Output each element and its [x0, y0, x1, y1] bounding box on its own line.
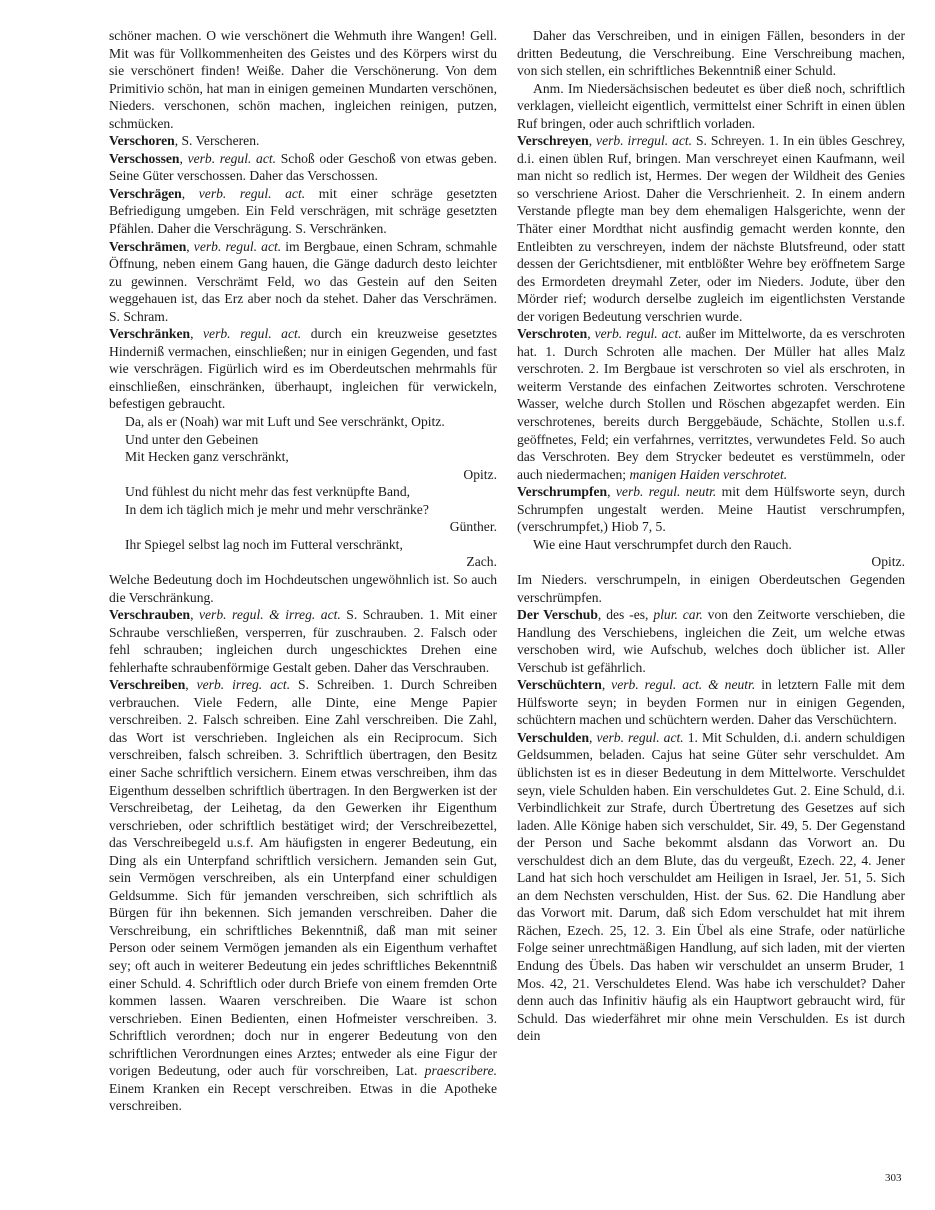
entry-verschroten: Verschroten, verb. regul. act. außer im Mittelworte, da es verschroten hat. 1. Durch Schroten alle machen. Der Müller hat alles Malz verschroten. 2. Im Bergbaue ist verschroten so viel als erschroten, in weiterm Verstande des einfachen Zeitwortes schroten. Verschrotene Wasser, welche durch Stollen und Röschen abgezapfet werden. Ein verschrotenes, bereits durch Berggebäude, Schächte, Stollen u.s.f. geöffnetes, Feld; ein verfahrnes, verritztes, verwundetes Feld. So auch das Verschroten. Bey dem Strycker bedeutet es verstümmeln, oder auch niedermachen; manigen Haiden verschrotet. [517, 326, 906, 482]
entry-verschuechtern: Verschüchtern, verb. regul. act. & neutr. in letztern Falle mit dem Hülfsworte seyn; in beyden Formen nur in einigen Gegenden, schüchtern machen und schüchtern werden. Daher das Verschüchtern. [517, 677, 905, 728]
grammar-label: verb. regul. act. [203, 326, 302, 342]
entry-verschraegen: Verschrägen, verb. regul. act. mit einer schräge gesetzten Befriedigung umgeben. Ein Feld verschrägen, mit schräge gesetzten Pfählen. Daher die Verschrägung. S. Verschränken. [109, 185, 497, 237]
grammar-label: verb. regul. & irreg. act. [198, 607, 341, 623]
entry-verschreiben-continuation: Daher das Verschreiben, und in einigen Fällen, besonders in der dritten Bedeutung, die Verschreibung. Eine Verschreibung machen, von sich stellen, ein schriftliches Bekenntniß einer Schuld. [517, 28, 905, 79]
headword: Verschreiben [109, 677, 186, 693]
page-number: 303 [885, 1172, 902, 1184]
grammar-label: plur. car. [653, 607, 703, 623]
entry-text: 1. Mit Schulden, d.i. andern schuldigen Geldsummen, beladen. Cajus hat seine Güter sehr verschuldet. Am üblichsten ist es in dieser Bedeutung in dem Mittelworte. Verschuldet seyn, viele Schulden haben. Ein verschuldetes Gut. 2. Eine Schuld, d.i. Verbindlichkeit zur Strafe, durch Übertretung des Gesetzes auf sich laden. Alle Könige haben sich verschuldet, Sir. 49, 5. Der Gegenstand der Person und Sache bekommt alsdann das Vorwort an. Du verschuldest dich an dem Blute, das du vergeußt, Ezech. 22, 4. Jener Land hat sich hoch verschuldet am Heiligen in Israel, Jer. 51, 5. Sich an dem Nechsten verschulden, Hist. der Sus. 62. Die Handlung aber das Vorwort mit. Darum, daß sich Edom verschuldet hat mit ihrem Rächen, Ezech. 25, 12. 3. Ein Übel als eine Strafe, oder natürliche Folge seiner unrechtmäßigen Handlung, auf sich laden, mit der vierten Endung des Übels. Das haben wir verschuldet an unserm Bruder, 1 Mos. 42, 21. Verschuldetes Elend. Was habe ich verschuldet? Daher denn auch das Infinitiv häufig als ein Hauptwort gebraucht wird, für Schuld. Das wiederfähret mir ohne mein Verschulden. Es ist durch dein [517, 729, 905, 1044]
entry-text: im Bergbaue, einen Schram, schmahle Öffnung, neben einem Gang hauen, die Gänge dadurch desto leichter zu gewinnen. Verschrämt Feld, wo das Gestein auf den Seiten weggehauen ist, das Erz aber noch da stehet. Daher das Verschrämen. S. Schram. [109, 238, 498, 324]
right-column [517, 27, 905, 1045]
verse-line: Und unter den Gebeinen [125, 431, 259, 447]
entry-verschoenern-continuation: schöner machen. O wie verschönert die Wehmuth ihre Wangen! Gell. Mit was für Vollkommenheiten des Geistes und des Körpers wirst du sie verschönert finden! Weiße. Daher die Verschönerung. Von dem Primitivio schön, hat man in einigen gemeinen Mundarten verschönen, Nieders. verschonen, schön machen, ingleichen reinigen, putzen, schmücken. [109, 28, 497, 131]
headword: Der Verschub [517, 607, 598, 623]
entry-text: Schoß oder Geschoß von etwas geben. Seine Güter verschossen. Daher das Verschossen. [109, 150, 498, 184]
verse-line: Wie eine Haut verschrumpfet durch den Rauch. [533, 536, 792, 552]
entry-verschreiben: Verschreiben, verb. irreg. act. S. Schreiben. 1. Durch Schreiben verbrauchen. Viele Federn, alle Dinte, eine Menge Papier verschreiben. 2. Falsch schreiben. Eine Zahl verschreiben. Die Zahl, das Wort ist verschrieben. Ingleichen als ein Reciprocum. Sich verschreiben, falsch schreiben. 3. Schriftlich übertragen, den Besitz einer Sache schriftlich versichern. Einem etwas verschreiben, ihm das Eigenthum desselben schriftlich übertragen. In den Bergwerken ist der Verschreibetag, der Leihetag, da den Gewerken ihr Eigenthum verschrieben, oder schriftlich bestätiget wird; der Verschreibezettel, das Verschreibegeld u.s.f. Am häufigsten in engerer Bedeutung, ein Ding als ein Unterpfand schriftlich versichern. Jemanden sein Gut, sein Vermögen verschreiben, als ein Unterpfand einer schuldigen Geldsumme. Sich für jemanden verschreiben, sich schriftlich als Bürgen für ihn bekennen. Sich jemanden verschreiben. Daher die Verschreibung, ein schriftliches Bekenntniß, daß man mit seiner Person oder seinem Vermögen jemanden als ein Eigenthum verhaftet sey; oft auch in weiterer Bedeutung ein jedes schriftliches Bekenntniß einer Schuld. 4. Schriftlich oder durch Briefe von einem fremden Orte kommen lassen. Waaren verschreiben. Die Waare ist schon verschrieben. Einen Bedienten, einen Hofmeister verschreiben. 3. Schriftlich verordnen; doch nur in engerer Bedeutung von den schriftlichen Verordnungen eines Arztes; entweder als eine Figur der vorigen Bedeutung, oder auch für vorschreiben, Lat. praescribere. Einem Kranken ein Recept verschreiben. Etwas in die Apotheke verschreiben. [109, 677, 497, 1114]
verse-author: Opitz. [463, 466, 497, 482]
entry-verschraenken-note: Welche Bedeutung doch im Hochdeutschen ungewöhnlich ist. So auch die Verschränkung. [109, 571, 497, 605]
headword: Verschüchtern [517, 677, 602, 693]
verse-line: Mit Hecken ganz verschränkt, [125, 449, 289, 465]
entry-verschreyen: Verschreyen, verb. irregul. act. S. Schreyen. 1. In ein übles Geschrey, d.i. einen üblen Ruf, bringen. Man verschreyet einen Kaufmann, weil man nicht so redlich ist, Hermes. Der wegen der Wildheit des Genies so verschriene Ariost. Daher die Verschrienheit. 2. In einem andern Verstande pflegte man bey dem ehemaligen Halsgerichte, wenn der Thäter einer Mordthat nicht ausfindig gemacht werden konnte, den Entleibten zu verschreyen, indem der nächste Blutsfreund, oder statt dessen der Gerichtsdiener, mit entblößter Wehre bey eröffnetem Sarge des Ermordeten dreymahl Zeter, oder im Nieders. Jodute, über den Mörder rief; wodurch derselbe zugleich im eigentlichsten Verstande der vorigen Bedeutung verschrien wurde. [517, 133, 906, 324]
verse-line: Da, als er (Noah) war mit Luft und See verschränkt, Opitz. [125, 414, 445, 430]
verse-line: In dem ich täglich mich je mehr und mehr verschränke? [125, 501, 429, 517]
entry-text: mit dem Hülfsworte seyn, durch Schrumpfen ungestalt werden. Meine Hautist verschrumpfen, (verschrumpfet,) Hiob 7, 5. [517, 484, 905, 535]
grammar-label: verb. regul. act. [187, 150, 277, 166]
headword: Verschrämen [109, 238, 187, 254]
headword: Verschreyen [517, 133, 589, 149]
entry-text: von den Zeitworte verschieben, die Handlung des Verschiebens, ingleichen die Zeit, um welche etwas verschoben wird, wie Aufschub, welches doch üblicher ist. Aller Verschub ist gefährlich. [517, 607, 905, 675]
verse-author: Zach. [466, 554, 497, 570]
quote-text: manigen Haiden verschrotet. [629, 466, 788, 482]
entry-text: S. Schrauben. 1. Mit einer Schraube verschließen, versperren, für zuschrauben. 2. Falsch oder fehl schrauben; ingleichen durch ungeschicktes Drehen eine fehlerhafte schraubenförmige Gestalt geben. Daher das Verschrauben. [109, 607, 498, 675]
left-column [109, 27, 497, 1115]
headword: Verschränken [109, 326, 191, 342]
entry-verschreiben-note: Anm. Im Niedersächsischen bedeutet es über dieß noch, schriftlich verklagen, vielleicht eigentlich, vermittelst einer Schrift in einen üblen Ruf bringen, oder auch schriftlich vorladen. [517, 80, 905, 131]
grammar-label: verb. regul. neutr. [615, 484, 717, 500]
latin-term: praescribere. [424, 1063, 497, 1079]
entry-text: in letztern Falle mit dem Hülfsworte seyn; in beyden Formen nur in einigen Gegenden, schüchtern machen und schüchtern werden. Daher das Verschüchtern. [517, 677, 905, 728]
headword: Verschroten [517, 326, 588, 342]
entry-verschraenken: Verschränken, verb. regul. act. durch ein kreuzweise gesetztes Hinderniß vermachen, einschließen; nur in einigen Gegenden, und fast wie verschrägen. Figürlich wird es im Oberdeutschen mehrmahls für einschließen, einschränken, überhaupt, ingleichen für verwickeln, befestigen gebraucht. [109, 326, 498, 412]
grammar-label: verb. irreg. act. [196, 677, 291, 693]
entry-text: S. Schreyen. 1. In ein übles Geschrey, d.i. einen üblen Ruf, bringen. Man verschreyet einen Kaufmann, weil man nicht so redlich ist, Hermes. Der wegen der Wildheit des Genies so verschriene Ariost. Daher die Verschrienheit. 2. In einem andern Verstande pflegte man bey dem ehemaligen Halsgerichte, wenn der Thäter einer Mordthat nicht ausfindig gemacht werden konnte, den Entleibten zu verschreyen, indem der nächste Blutsfreund, oder statt dessen der Gerichtsdiener, mit entblößter Wehre bey eröffnetem Sarge des Ermordeten dreymahl Zeter, oder im Nieders. Jodute, über den Mörder rief; wodurch derselbe zugleich im eigentlichsten Verstande der vorigen Bedeutung verschrien wurde. [517, 133, 906, 324]
entry-text: mit einer schräge gesetzten Befriedigung umgeben. Ein Feld verschrägen, mit schräge gesetzten Pfählen. Daher die Verschrägung. S. Verschränken. [109, 185, 497, 237]
entry-verschraemen: Verschrämen, verb. regul. act. im Bergbaue, einen Schram, schmahle Öffnung, neben einem Gang hauen, die Gänge dadurch desto leichter zu gewinnen. Verschrämt Feld, wo das Gestein auf den Seiten weggehauen ist, das Erz aber noch da stehet. Daher das Verschrämen. S. Schram. [109, 238, 498, 324]
entry-text: außer im Mittelworte, da es verschroten hat. 1. Durch Schroten alle machen. Der Müller hat alles Malz verschroten. 2. Im Bergbaue ist verschroten so viel als erschroten, in weiterm Verstande des einfachen Zeitwortes schroten. Verschrotene Wasser, welche durch Stollen und Röschen abgezapfet werden. Ein verschrotenes, bereits durch Berggebäude, Schächte, Stollen u.s.f. geöffnetes, Feld; ein verfahrnes, verritztes, verwundetes Feld. So auch das Verschroten. Bey dem Strycker bedeutet es verstümmeln, oder auch niedermachen; [517, 326, 906, 482]
verse-line: Ihr Spiegel selbst lag noch im Futteral verschränkt, [125, 536, 403, 552]
verse-line: Und fühlest du nicht mehr das fest verknüpfte Band, [125, 484, 411, 500]
entry-verschub [517, 606, 905, 676]
headword: Verschossen [109, 150, 180, 166]
grammar-label: verb. regul. act. [596, 729, 684, 745]
entry-prefix: , des -es, [597, 607, 654, 623]
grammar-label: verb. regul. act. [198, 185, 306, 201]
entry-verschrumpfen-note: Im Nieders. verschrumpeln, in einigen Oberdeutschen Gegenden verschrümpfen. [517, 571, 905, 605]
verse-author: Opitz. [871, 554, 905, 570]
entry-text: durch ein kreuzweise gesetztes Hinderniß vermachen, einschließen; nur in einigen Gegenden, und fast wie verschrägen. Figürlich wird es im Oberdeutschen mehrmahls für einschließen, einschränken, überhaupt, ingleichen für verwickeln, befestigen gebraucht. [109, 326, 498, 412]
entry-verschossen: Verschossen, verb. regul. act. Schoß oder Geschoß von etwas geben. Seine Güter verschossen. Daher das Verschossen. [109, 150, 498, 184]
entry-verschrauben: Verschrauben, verb. regul. & irreg. act. S. Schrauben. 1. Mit einer Schraube verschließen, versperren, für zuschrauben. 2. Falsch oder fehl schrauben; ingleichen durch ungeschicktes Drehen eine fehlerhafte schraubenförmige Gestalt geben. Daher das Verschrauben. [109, 607, 498, 675]
headword: Verschrumpfen [517, 484, 608, 500]
grammar-label: verb. regul. act. [594, 326, 682, 342]
headword: Verschulden [517, 729, 590, 745]
entry-verschulden: Verschulden, verb. regul. act. 1. Mit Schulden, d.i. andern schuldigen Geldsummen, beladen. Cajus hat seine Güter sehr verschuldet. Am üblichsten ist es in dieser Bedeutung in dem Mittelworte. Verschuldet seyn, viele Schulden haben. Ein verschuldetes Gut. 2. Eine Schuld, d.i. Verbindlichkeit zur Strafe, durch Übertretung des Gesetzes auf sich laden. Alle Könige haben sich verschuldet, Sir. 49, 5. Der Gegenstand der Person und Sache bekommt alsdann das Vorwort an. Du verschuldest dich an dem Blute, das du vergeußt, Ezech. 22, 4. Jener Land hat sich hoch verschuldet am Heiligen in Israel, Jer. 51, 5. Sich an dem Nechsten verschulden, Hist. der Sus. 62. Die Handlung aber das Vorwort mit. Darum, daß sich Edom verschuldet hat mit ihrem Rächen, Ezech. 25, 12. 3. Ein Übel als eine Strafe, oder natürliche Folge seiner unrechtmäßigen Handlung, auf sich laden, mit der vierten Endung des Übels. Das haben wir verschuldet an unserm Bruder, 1 Mos. 42, 21. Verschuldetes Elend. Was habe ich verschuldet? Daher denn auch das Infinitiv häufig als ein Hauptwort gebraucht wird, für Schuld. Das wiederfähret mir ohne mein Verschulden. Es ist durch dein [517, 729, 905, 1044]
headword: Verschoren [109, 133, 175, 149]
entry-verschrumpfen: Verschrumpfen, verb. regul. neutr. mit dem Hülfsworte seyn, durch Schrumpfen ungestalt werden. Meine Hautist verschrumpfen, (verschrumpfet,) Hiob 7, 5. [517, 484, 905, 535]
grammar-label: verb. regul. act. & neutr. [611, 677, 756, 693]
headword: Verschrauben [109, 607, 191, 623]
entry-text-tail: Einem Kranken ein Recept verschreiben. Etwas in die Apotheke verschreiben. [109, 1080, 497, 1114]
entry-text: S. Schreiben. 1. Durch Schreiben verbrauchen. Viele Federn, alle Dinte, eine Menge Papier verschreiben. 2. Falsch schreiben. Eine Zahl verschreiben. Die Zahl, das Wort ist verschrieben. Ingleichen als ein Reciprocum. Sich verschreiben, falsch schreiben. 3. Schriftlich übertragen, den Besitz einer Sache schriftlich versichern. Einem etwas verschreiben, ihm das Eigenthum desselben schriftlich übertragen. In den Bergwerken ist der Verschreibetag, der Leihetag, da den Gewerken ihr Eigenthum verschrieben, oder schriftlich bestätiget wird; der Verschreibezettel, das Verschreibegeld u.s.f. Am häufigsten in engerer Bedeutung, ein Ding als ein Unterpfand schriftlich versichern. Jemanden sein Gut, sein Vermögen verschreiben, als ein Unterpfand einer schuldigen Geldsumme. Sich für jemanden verschreiben, sich schriftlich als Bürgen für ihn bekennen. Sich jemanden verschreiben. Daher die Verschreibung, ein schriftliches Bekenntniß, daß man mit seiner Person oder seinem Vermögen jemanden als ein Eigenthum verhaftet sey; oft auch in weiterer Bedeutung ein jedes schriftliches Bekenntniß einer Schuld. 4. Schriftlich oder durch Briefe von einem fremden Orte kommen lassen. Waaren verschreiben. Die Waare ist schon verschrieben. Einen Bedienten, einen Hofmeister verschreiben. 3. Schriftlich verordnen; doch nur in engerer Bedeutung von den schriftlichen Verordnungen eines Arztes; entweder als eine Figur der vorigen Bedeutung, oder auch für vorschreiben, Lat. [109, 677, 497, 1079]
verse-author: Günther. [449, 519, 497, 535]
grammar-label: verb. irregul. act. [596, 133, 693, 149]
headword: Verschrägen [109, 185, 182, 201]
grammar-label: verb. regul. act. [193, 238, 282, 254]
entry-verschoren [109, 132, 497, 150]
entry-text: , S. Verscheren. [174, 133, 260, 149]
